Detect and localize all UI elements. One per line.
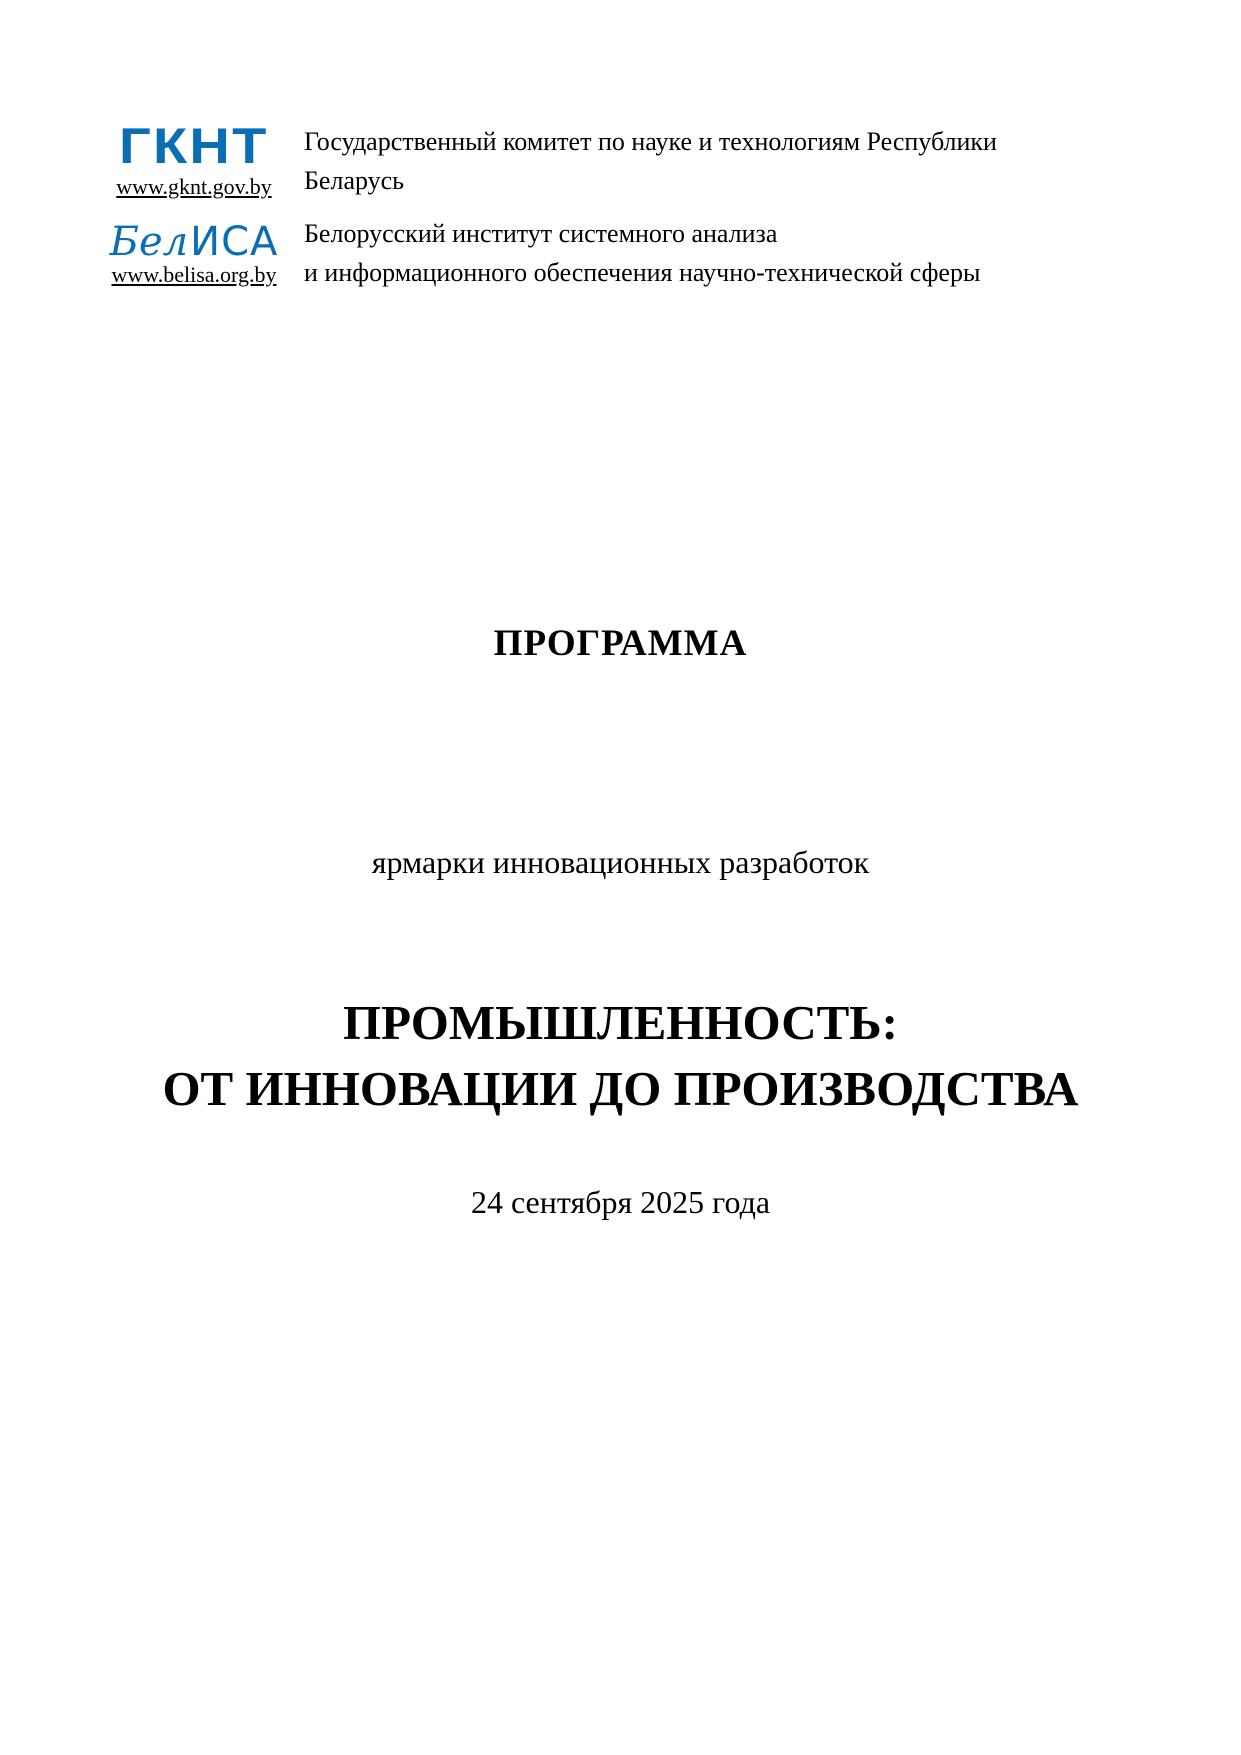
gknt-logo: ГКНТ (119, 118, 269, 174)
document-subtitle: ярмарки инновационных разработок (371, 844, 870, 880)
belisa-logo-script: Бел (109, 219, 189, 265)
organization-gknt (96, 118, 1156, 200)
document-heading: ПРОГРАММА (493, 623, 748, 664)
gknt-name-line-2: Беларусь (304, 166, 405, 195)
belisa-logo-block (96, 220, 292, 288)
event-title-line-1: ПРОМЫШЛЕННОСТЬ: (343, 995, 898, 1050)
event-title (0, 990, 1241, 1122)
gknt-name-line-1: Государственный комитет по науке и технологиям Республики (304, 127, 997, 156)
gknt-name (304, 122, 997, 200)
gknt-logo-block (96, 118, 292, 200)
belisa-name (304, 214, 980, 292)
gknt-website-link[interactable]: www.gknt.gov.by (116, 174, 272, 199)
event-title-line-2: ОТ ИННОВАЦИИ ДО ПРОИЗВОДСТВА (162, 1061, 1079, 1116)
belisa-logo (110, 220, 279, 264)
belisa-name-line-2: и информационного обеспечения научно-технической сферы (304, 258, 981, 287)
belisa-website-link[interactable]: www.belisa.org.by (111, 262, 277, 287)
organization-belisa (96, 220, 1156, 292)
event-date: 24 сентября 2025 года (470, 1184, 771, 1220)
belisa-name-line-1: Белорусский институт системного анализа (304, 219, 778, 248)
belisa-logo-caps: ИСА (190, 219, 279, 265)
